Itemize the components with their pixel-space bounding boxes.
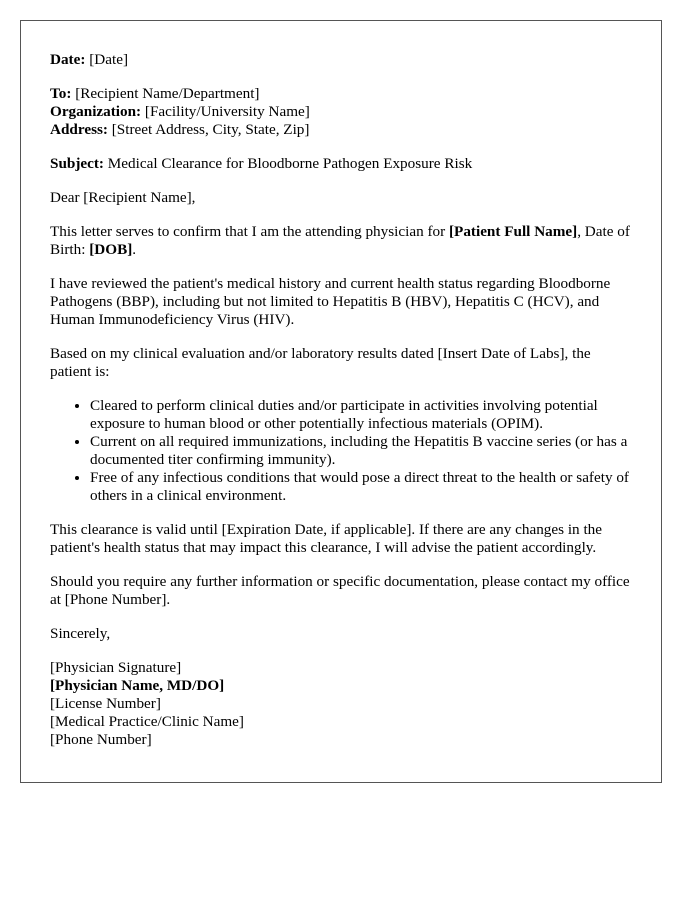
review-paragraph: I have reviewed the patient's medical history and current health status regarding Bloodborne Pathogens (BBP), including but not limited to Hepatitis B (HBV), Hepatitis C (HCV), and Human Immunodeficiency Virus (HIV). — [50, 275, 611, 328]
patient-name: [Patient Full Name] — [448, 223, 578, 240]
finding-item: • Cleared to perform clinical duties and/or participate in activities involving potential exposure to human blood or other potentially infectious materials (OPIM). — [90, 397, 633, 433]
address-value: [Street Address, City, State, Zip] — [111, 121, 310, 138]
practice-name: [Medical Practice/Clinic Name] — [50, 713, 244, 730]
signature-block — [50, 659, 633, 749]
patient-dob: [DOB] — [89, 241, 133, 258]
to-line — [50, 85, 633, 103]
findings-list — [50, 397, 633, 505]
subject-label: Subject: — [50, 155, 104, 172]
physician-signature: [Physician Signature] — [50, 659, 182, 676]
evaluation-paragraph: Based on my clinical evaluation and/or laboratory results dated [Insert Date of Labs], the patient is: — [50, 345, 591, 380]
address-line — [50, 121, 633, 139]
license-number: [License Number] — [50, 695, 161, 712]
finding-item: • Free of any infectious conditions that would pose a direct threat to the health or safety of others in a clinical environment. — [90, 469, 633, 505]
confirm-text-2: , Date of Birth: — [50, 223, 630, 258]
confirmation-paragraph — [50, 223, 633, 259]
confirm-text-3: . — [132, 241, 137, 258]
finding-item: • Current on all required immunizations, including the Hepatitis B vaccine series (or has a documented titer confirming immunity). — [90, 433, 633, 469]
date-line — [50, 51, 633, 69]
subject-value: Medical Clearance for Bloodborne Pathogen Exposure Risk — [107, 155, 473, 172]
salutation: Dear [Recipient Name], — [50, 189, 196, 206]
validity-paragraph: This clearance is valid until [Expiration Date, if applicable]. If there are any changes in the patient's health status that may impact this clearance, I will advise the patient accordingly. — [50, 521, 603, 556]
address-label: Address: — [50, 121, 108, 138]
valediction: Sincerely, — [50, 625, 111, 642]
date-value: [Date] — [89, 51, 129, 68]
letter-page — [20, 20, 662, 783]
to-value: [Recipient Name/Department] — [75, 85, 260, 102]
physician-name — [50, 677, 633, 695]
organization-label: Organization: — [50, 103, 142, 120]
organization-value: [Facility/University Name] — [144, 103, 310, 120]
phone-number: [Phone Number] — [50, 731, 152, 748]
to-label: To: — [50, 85, 72, 102]
date-label: Date: — [50, 51, 86, 68]
subject-line — [50, 155, 633, 173]
physician-name-text: [Physician Name, MD/DO] — [50, 677, 225, 694]
recipient-block — [50, 85, 633, 139]
confirm-text-1: This letter serves to confirm that I am the attending physician for — [50, 223, 449, 240]
contact-paragraph: Should you require any further information or specific documentation, please contact my office at [Phone Number]. — [50, 573, 630, 608]
organization-line — [50, 103, 633, 121]
